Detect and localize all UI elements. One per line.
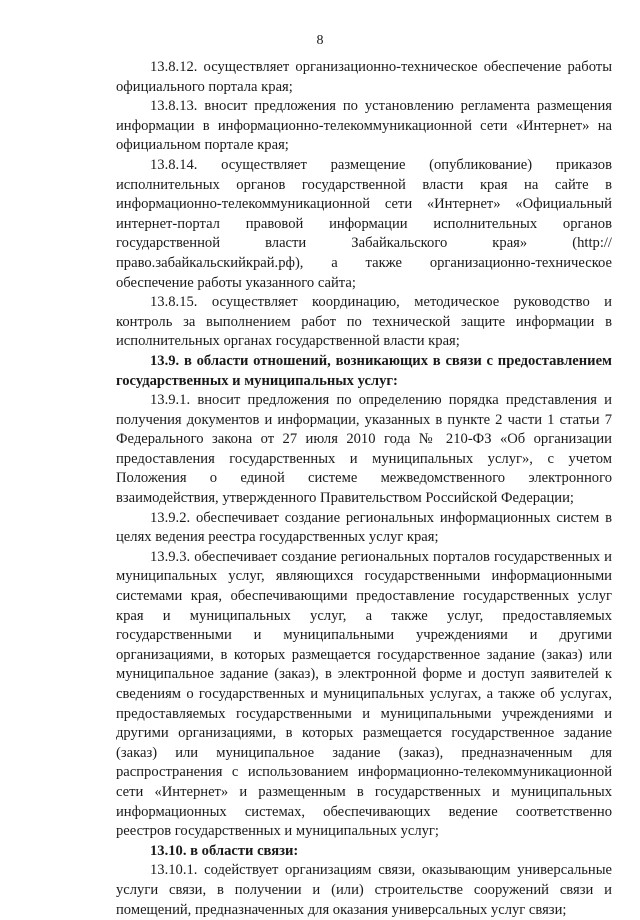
paragraph-13-9-2: 13.9.2. обеспечивает создание региональных информационных систем в целях ведения реестра государственных услуг края;	[116, 509, 612, 546]
section-heading-13-9	[116, 352, 612, 391]
paragraph-13-8-15: 13.8.15. осуществляет координацию, методическое руководство и контроль за выполнением работ по технической защите информации в исполнительных органах государственной власти края;	[116, 294, 612, 350]
paragraph-13-10-1: 13.10.1. содействует организациям связи, оказывающим универсальные услуги связи, в получении и (или) строительстве сооружений связи и помещений, предназначенных для оказания универсальных услуг связи;	[116, 862, 612, 918]
paragraph-13-8-13: 13.8.13. вносит предложения по установлению регламента размещения информации в информационно-телекоммуникационной сети «Интернет» на официальном портале края;	[116, 98, 612, 154]
paragraph-13-9-1: 13.9.1. вносит предложения по определению порядка представления и получения документов и информации, указанных в пункте 2 части 1 статьи 7 Федерального закона от 27 июля 2010 года № 210-ФЗ «Об организации предоставления государственных и муниципальных услуг», с учетом Положения о единой системе межведомственного электронного взаимодействия, утвержденного Правительством Российской Федерации;	[116, 392, 612, 507]
document-body	[116, 58, 612, 920]
section-title-13-9: в области отношений, возникающих в связи с предоставлением государственных и муниципальных услуг:	[116, 352, 612, 389]
paragraph-13-8-12: 13.8.12. осуществляет организационно-техническое обеспечение работы официального портала края;	[116, 59, 612, 95]
section-heading-13-10: 13.10. в области связи:	[150, 842, 299, 859]
paragraph-13-8-14: 13.8.14. осуществляет размещение (опубликование) приказов исполнительных органов государственной власти края на сайте в информационно-телекоммуникационной сети «Интернет» «Официальный интернет-портал правовой информации исполнительных органов государственной власти Забайкальского края» (http://право.забайкальскийкрай.рф), а также организационно-техническое обеспечение работы указанного сайта;	[116, 156, 612, 291]
paragraph-13-9-3: 13.9.3. обеспечивает создание региональных порталов государственных и муниципальных услуг, являющихся государственными информационными системами края, обеспечивающими предоставление государственных услуг края и муниципальных услуг, а также услуг, предоставляемых государственными и муниципальными учреждениями и другими организациями, в которых размещается государственное задание (заказ) или муниципальное задание (заказ), в электронной форме и доступ заявителей к сведениям о государственных и муниципальных услугах, а также об услугах, предоставляемых государственными и муниципальными учреждениями и другими организациями, в которых размещается государственное задание (заказ) или муниципальное задание (заказ), предназначенным для распространения с использованием информационно-телекоммуникационной сети «Интернет» и размещенным в государственных и муниципальных информационных системах, обеспечивающих ведение соответственно реестров государственных и муниципальных услуг;	[116, 548, 612, 840]
page-number: 8	[316, 33, 324, 48]
section-number-13-9: 13.9.	[150, 352, 180, 369]
